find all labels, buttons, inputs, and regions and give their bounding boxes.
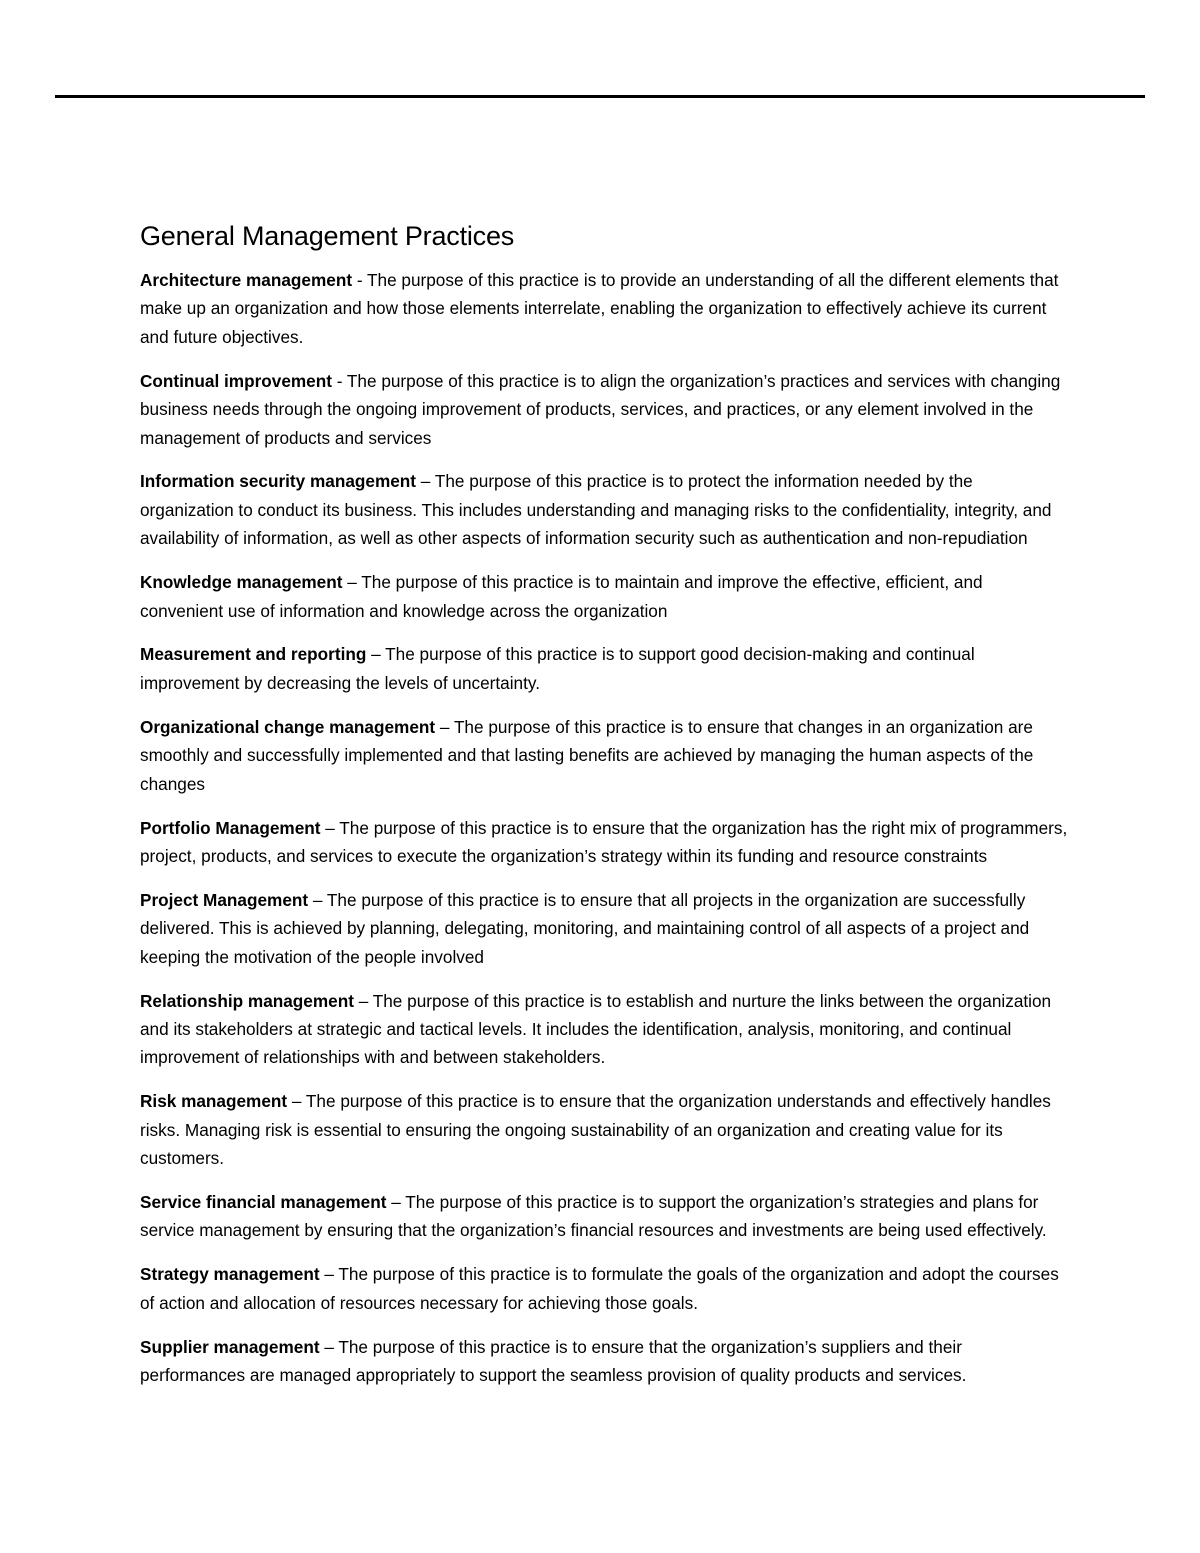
entry-description: The purpose of this practice is to protect the information needed by the organization to conduct its business. This includes understanding and managing risks to the confidentiality, integrity, and availability of information, as well as other aspects of information security such as authentication and non-repudiation [140,471,1052,549]
entry-term: Knowledge management [140,572,343,593]
entry-supplier-management [140,1333,1070,1390]
header-rule [55,95,1145,98]
entry-term: Portfolio Management [140,817,321,838]
entry-separator: – [416,471,435,492]
entry-term: Relationship management [140,990,354,1011]
entry-separator: – [319,1336,339,1357]
entry-project-management [140,886,1070,971]
entry-organizational-change-management [140,713,1070,798]
entry-term: Risk management [140,1091,288,1112]
entry-knowledge-management [140,568,1070,625]
entry-description: The purpose of this practice is to ensure that the organization’s suppliers and their performances are managed appropriately to support the seamless provision of quality products and services. [140,1336,967,1385]
entry-separator: – [319,1264,339,1285]
entry-separator: - [331,370,347,391]
entry-description: The purpose of this practice is to ensure that changes in an organization are smoothly and successfully implemented and that lasting benefits are achieved by managing the human aspects of the changes [140,716,1034,794]
entry-measurement-and-reporting [140,640,1070,697]
entry-description: The purpose of this practice is to support the organization’s strategies and plans for service management by ensuring that the organization’s financial resources and investments are being used effectively. [140,1191,1047,1241]
entry-separator: – [353,990,373,1011]
entry-description: The purpose of this practice is to support good decision-making and continual improvement by decreasing the levels of uncertainty. [140,644,975,693]
page-title: General Management Practices [140,221,515,251]
entry-separator: – [287,1091,306,1112]
document-body [140,214,1070,1405]
entry-description: The purpose of this practice is to align the organization’s practices and services with changing business needs through the ongoing improvement of products, services, and practices, or any element involved in the management of products and services [140,370,1061,448]
entry-separator: - [352,270,368,290]
entry-separator: – [320,817,340,838]
entry-description: The purpose of this practice is to maintain and improve the effective, efficient, and convenient use of information and knowledge across the organization [140,572,983,621]
entry-continual-improvement [140,367,1070,452]
entry-term: Architecture management [140,270,353,290]
entry-description: The purpose of this practice is to establish and nurture the links between the organization and its stakeholders at strategic and tactical levels. It includes the identification, analysis, monitoring, and continual improvement of relationships with and between stakeholders. [140,990,1052,1068]
entry-separator: – [386,1191,406,1212]
entry-separator: – [308,889,327,910]
entry-relationship-management [140,987,1070,1072]
entry-term: Service financial management [140,1191,387,1212]
entry-term: Strategy management [140,1264,320,1285]
entry-description: The purpose of this practice is to ensure that all projects in the organization are successfully delivered. This is achieved by planning, delegating, monitoring, and maintaining control of all aspects of a project and keeping the motivation of the people involved [140,889,1030,967]
entry-term: Organizational change management [140,716,436,737]
entry-description: The purpose of this practice is to ensure that the organization understands and effectively handles risks. Managing risk is essential to ensuring the ongoing sustainability of an organization and creating value for its customers. [140,1091,1051,1169]
entry-term: Project Management [140,889,309,910]
entry-term: Continual improvement [140,370,332,391]
entry-term: Measurement and reporting [140,644,367,665]
entry-strategy-management [140,1260,1070,1317]
entry-portfolio-management [140,814,1070,871]
entry-term: Information security management [140,471,417,492]
entry-risk-management [140,1087,1070,1172]
entry-service-financial-management [140,1188,1070,1245]
entry-separator: – [435,716,454,737]
entry-separator: – [342,572,362,593]
entry-information-security-management [140,467,1070,552]
entry-description: The purpose of this practice is to formulate the goals of the organization and adopt the courses of action and allocation of resources necessary for achieving those goals. [140,1264,1059,1313]
entry-separator: – [366,644,386,665]
entry-architecture-management [140,266,1070,351]
entry-description: The purpose of this practice is to ensure that the organization has the right mix of programmers, project, products, and services to execute the organization’s strategy within its funding and resource constraints [140,817,1068,866]
entry-description: The purpose of this practice is to provide an understanding of all the different elements that make up an organization and how those elements interrelate, enabling the organization to effectively achieve its current and future objectives. [140,270,1059,347]
entry-term: Supplier management [140,1336,320,1357]
